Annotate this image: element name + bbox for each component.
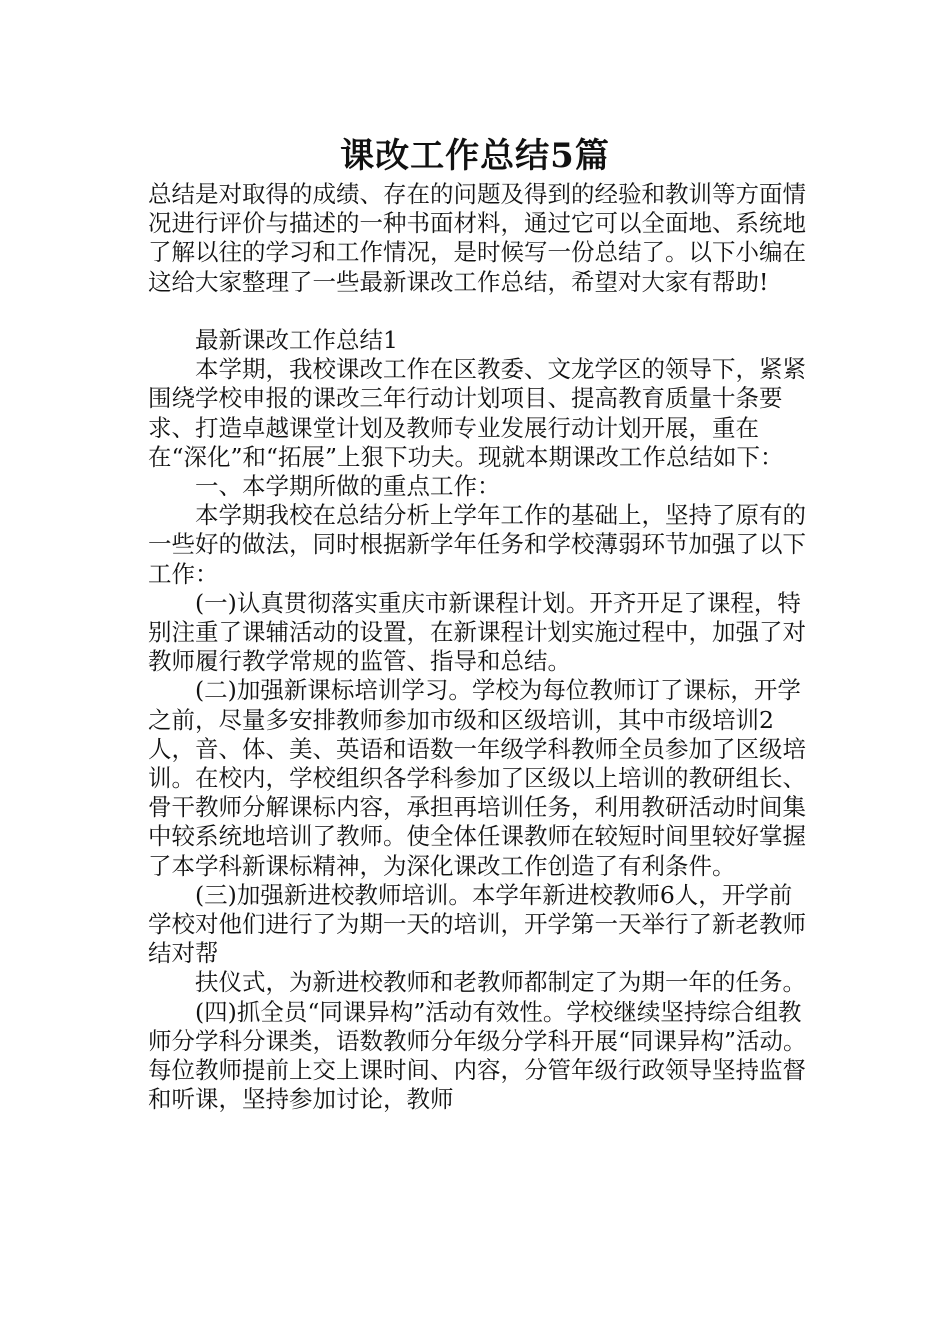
body-paragraph: 本学期，我校课改工作在区教委、文龙学区的领导下，紧紧围绕学校申报的课改三年行动计划项目、提高教育质量十条要求、打造卓越课堂计划及教师专业发展行动计划开展，重在在“深化”和“拓展”上狠下功夫。现就本期课改工作总结如下： [148, 355, 806, 471]
body-paragraph: 扶仪式，为新进校教师和老教师都制定了为期一年的任务。 [195, 968, 806, 997]
document-title: 课改工作总结5篇 [340, 136, 610, 176]
section-heading: 最新课改工作总结1 [195, 326, 398, 354]
body-paragraph: (四)抓全员“同课异构”活动有效性。学校继续坚持综合组教师分学科分课类，语数教师分年级分学科开展“同课异构”活动。每位教师提前上交上课时间、内容，分管年级行政领导坚持监督和听课，坚持参加讨论，教师 [148, 997, 807, 1114]
body-paragraph: (三)加强新进校教师培训。本学年新进校教师6人，开学前学校对他们进行了为期一天的培训，开学第一天举行了新老教师结对帮 [148, 880, 806, 968]
body-paragraph: (二)加强新课标培训学习。学校为每位教师订了课标，开学之前，尽量多安排教师参加市级和区级培训，其中市级培训2人，音、体、美、英语和语数一年级学科教师全员参加了区级培训。在校内，学校组织各学科参加了区级以上培训的教研组长、骨干教师分解课标内容，承担再培训任务，利用教研活动时间集中较系统地培训了教师。使全体任课教师在较短时间里较好掌握了本学科新课标精神，为深化课改工作创造了有利条件。 [148, 676, 806, 880]
body-paragraph: 本学期我校在总结分析上学年工作的基础上，坚持了原有的一些好的做法，同时根据新学年任务和学校薄弱环节加强了以下工作： [148, 501, 806, 588]
body-paragraph: (一)认真贯彻落实重庆市新课程计划。开齐开足了课程，特别注重了课辅活动的设置，在新课程计划实施过程中，加强了对教师履行教学常规的监管、指导和总结。 [148, 588, 806, 676]
section-heading: 一、本学期所做的重点工作： [195, 472, 501, 501]
paragraph-spacer [148, 297, 808, 326]
document-body [148, 180, 808, 1114]
intro-paragraph: 总结是对取得的成绩、存在的问题及得到的经验和教训等方面情况进行评价与描述的一种书面材料，通过它可以全面地、系统地了解以往的学习和工作情况，是时候写一份总结了。以下小编在这给大家整理了一些最新课改工作总结，希望对大家有帮助! [148, 180, 806, 296]
